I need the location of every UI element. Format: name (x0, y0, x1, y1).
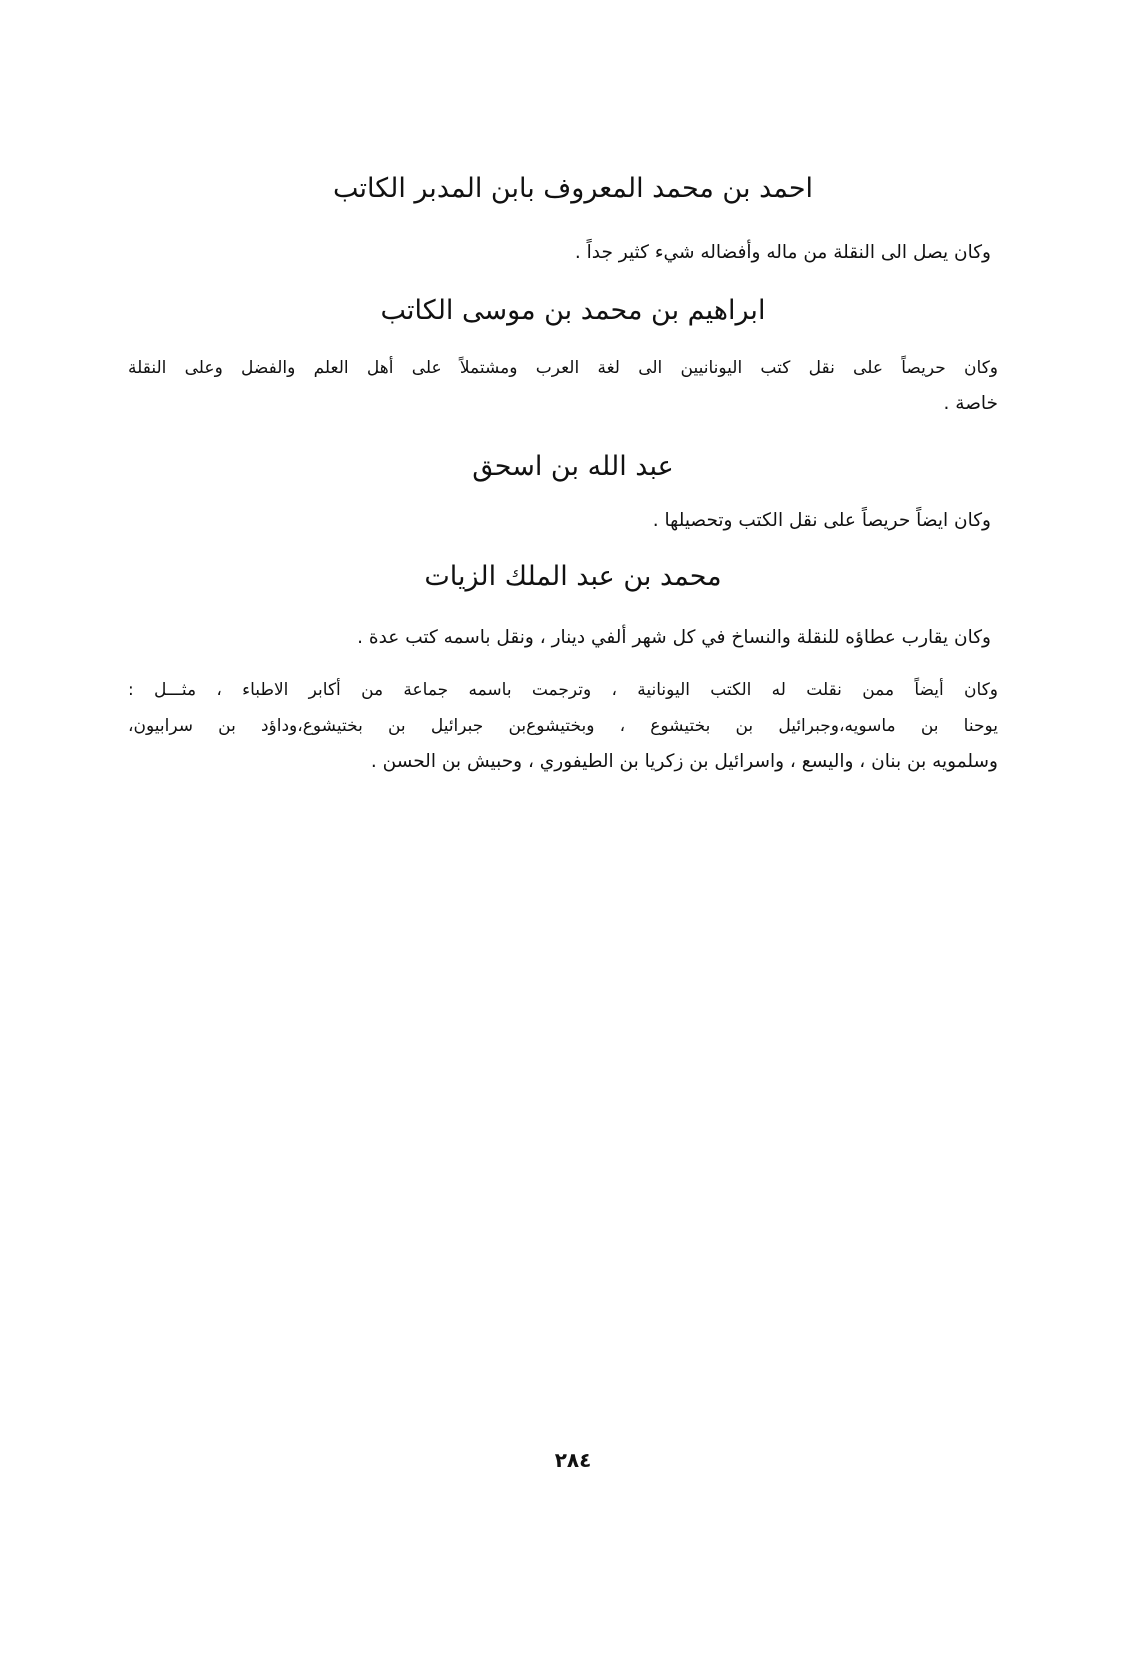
paragraph-line: وكان حريصاً على نقل كتب اليونانيين الى لغة العرب ومشتملاً على أهل العلم والفضل وعلى النقلة (128, 358, 998, 378)
entry-paragraph (128, 672, 998, 780)
entry-heading: محمد بن عبد الملك الزيات (424, 561, 722, 592)
page-number: ٢٨٤ (554, 1448, 592, 1472)
paragraph-line: يوحنا بن ماسويه،وجبرائيل بن بختيشوع ، وبختيشوع‌بن جبرائيل بن بختيشوع،وداؤد بن سرابيون، (128, 716, 998, 736)
paragraph-line: خاصة . (943, 393, 998, 414)
entry-paragraph (128, 350, 998, 422)
paragraph-line: وكان أيضاً ممن نقلت له الكتب اليونانية ، وترجمت باسمه جماعة من أكابر الاطباء ، مثـــل : (128, 680, 998, 700)
entry-heading: ابراهيم بن محمد بن موسى الكاتب (380, 295, 766, 326)
paragraph-line: وكان ايضاً حريصاً على نقل الكتب وتحصيلها . (652, 510, 991, 531)
entry-heading: احمد بن محمد المعروف بابن المدبر الكاتب (332, 173, 814, 204)
paragraph-line: وسلمويه بن بنان ، واليسع ، واسرائيل بن زكريا بن الطيفوري ، وحبيش بن الحسن . (370, 751, 998, 772)
entry-paragraph (135, 235, 991, 271)
paragraph-line: وكان يقارب عطاؤه للنقلة والنساخ في كل شهر ألفي دينار ، ونقل باسمه كتب عدة . (357, 627, 991, 648)
paragraph-line: وكان يصل الى النقلة من ماله وأفضاله شيء كثير جداً . (574, 242, 991, 263)
entry-heading: عبد الله بن اسحق (472, 451, 674, 482)
entry-paragraph (135, 503, 991, 539)
entry-paragraph (135, 620, 991, 656)
